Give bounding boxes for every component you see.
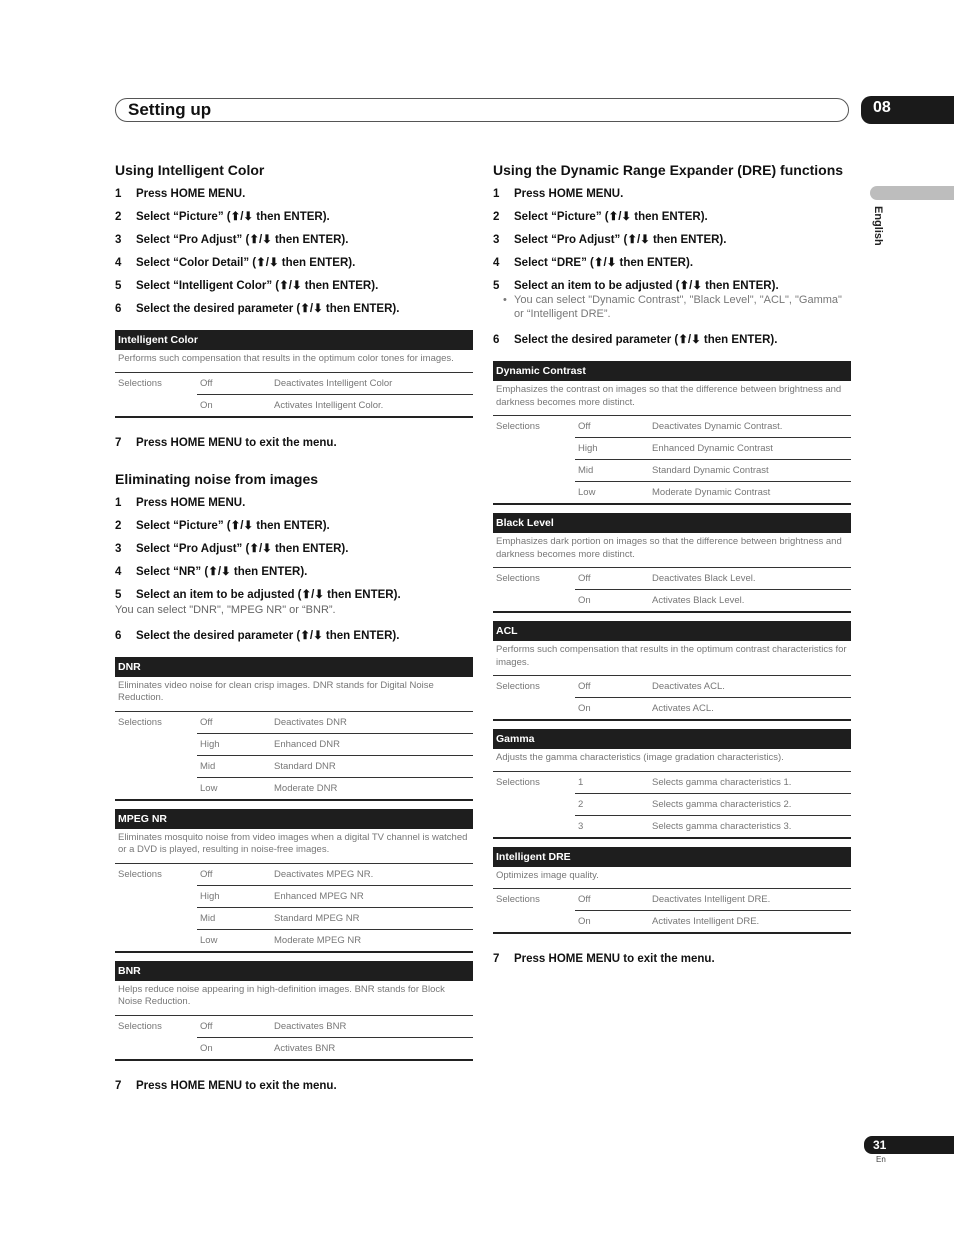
option-description: Standard Dynamic Contrast (649, 460, 851, 482)
option-description: Standard DNR (271, 755, 473, 777)
table-header-row (493, 729, 851, 749)
step-text: Select “Color Detail” (⬆/⬇ then ENTER). (136, 257, 356, 269)
noise-tables (115, 657, 473, 1061)
step-text: Select “NR” (⬆/⬇ then ENTER). (136, 565, 308, 578)
step-text: Select the desired parameter (⬆/⬇ then ENTER). (136, 303, 400, 315)
option-value: Off (197, 372, 271, 394)
table-row (115, 907, 473, 929)
table-header-row (493, 513, 851, 533)
step-text: Select “Pro Adjust” (⬆/⬇ then ENTER). (514, 234, 727, 246)
table-description-row (493, 533, 851, 568)
table-header-row (115, 657, 473, 677)
option-description: Enhanced MPEG NR (271, 885, 473, 907)
option-description: Moderate DNR (271, 777, 473, 800)
option-description: Deactivates Intelligent Color (271, 372, 473, 394)
table-row (493, 568, 851, 590)
option-value: Off (575, 676, 649, 698)
option-value: Mid (197, 755, 271, 777)
step-number: 5 (115, 280, 122, 292)
table-title: DNR (115, 657, 473, 677)
parameter-table (115, 961, 473, 1061)
step-number: 3 (493, 234, 500, 246)
table-row (115, 372, 473, 394)
option-description: Deactivates Black Level. (649, 568, 851, 590)
table-description: Emphasizes dark portion on images so that the difference between brightness and darkness becomes more distinct. (493, 533, 851, 568)
table-row (493, 889, 851, 911)
selections-label (115, 929, 197, 952)
table-header-row (493, 621, 851, 641)
option-description: Selects gamma characteristics 2. (649, 793, 851, 815)
step-number: 5 (115, 588, 122, 601)
step-number: 4 (493, 257, 500, 269)
selections-label: Selections (496, 681, 540, 693)
table-row (115, 885, 473, 907)
intelligent-color-table (115, 330, 473, 418)
step-number: 2 (493, 211, 500, 223)
step-item (115, 229, 473, 252)
parameter-table (493, 621, 851, 721)
step-item (115, 561, 473, 584)
note-text: • You can select "Dynamic Contrast", "Black Level", "ACL", "Gamma" or “Intelligent DRE”. (503, 294, 842, 320)
table-row (493, 416, 851, 438)
option-description: Deactivates DNR (271, 711, 473, 733)
table-description-row (493, 867, 851, 889)
page-language-code: En (876, 1155, 886, 1164)
table-description-row (493, 381, 851, 416)
table-title: MPEG NR (115, 809, 473, 829)
step-item: 7 Press HOME MENU to exit the menu. (493, 953, 715, 965)
option-description: Activates Intelligent DRE. (649, 911, 851, 934)
step-item (115, 584, 473, 607)
option-description: Selects gamma characteristics 1. (649, 771, 851, 793)
step-number: 4 (115, 257, 122, 269)
table-row (493, 911, 851, 934)
option-value: On (575, 590, 649, 613)
step-number: 6 (115, 303, 122, 315)
option-description: Deactivates BNR (271, 1015, 473, 1037)
step-text: Select “Picture” (⬆/⬇ then ENTER). (136, 519, 330, 532)
option-description: Deactivates ACL. (649, 676, 851, 698)
step-number: 3 (115, 542, 122, 555)
table-row (493, 698, 851, 721)
selections-label: Selections (118, 868, 162, 880)
table-description-row (115, 677, 473, 712)
option-value: Mid (575, 460, 649, 482)
option-description: Selects gamma characteristics 3. (649, 815, 851, 838)
section-title: Setting up (128, 100, 212, 119)
table-description-row (115, 350, 473, 372)
step-item (493, 252, 851, 275)
table-title: Dynamic Contrast (493, 361, 851, 381)
right-column (493, 160, 851, 971)
table-row (115, 1015, 473, 1037)
step-item: 6 Select the desired parameter (⬆/⬇ then ENTER). (115, 629, 400, 642)
selections-label (115, 777, 197, 800)
selections-label (493, 911, 575, 934)
selections-label: Selections (118, 716, 162, 728)
option-value: 2 (575, 793, 649, 815)
section-header (115, 98, 849, 122)
table-row (115, 1037, 473, 1060)
option-value: Low (575, 482, 649, 505)
option-value: On (197, 1037, 271, 1060)
selections-label (493, 590, 575, 613)
step-number: 1 (493, 188, 500, 200)
table-title: BNR (115, 961, 473, 981)
table-row (115, 863, 473, 885)
option-description: Deactivates Intelligent DRE. (649, 889, 851, 911)
table-description-row (493, 641, 851, 676)
option-description: Deactivates Dynamic Contrast. (649, 416, 851, 438)
step-item (115, 492, 473, 515)
option-value: Off (197, 1015, 271, 1037)
table-header-row (493, 847, 851, 867)
parameter-table (115, 330, 473, 418)
option-description: Activates BNR (271, 1037, 473, 1060)
table-description: Eliminates video noise for clean crisp images. DNR stands for Digital Noise Reduction. (115, 677, 473, 712)
selections-label (115, 394, 197, 417)
step-text: Press HOME MENU. (136, 188, 246, 200)
table-row (493, 460, 851, 482)
steps-list (115, 492, 473, 607)
table-description: Performs such compensation that results in the optimum color tones for images. (115, 350, 473, 372)
option-value: On (575, 911, 649, 934)
parameter-table (493, 847, 851, 935)
selections-label (115, 1037, 197, 1060)
selections-label (115, 755, 197, 777)
table-row (115, 394, 473, 417)
option-value: Off (575, 889, 649, 911)
step-number: 3 (115, 234, 122, 246)
step-text: Select “Picture” (⬆/⬇ then ENTER). (514, 211, 708, 223)
table-header-row (115, 809, 473, 829)
parameter-table (493, 513, 851, 613)
table-description: Eliminates mosquito noise from video images when a digital TV channel is watched or a DVD is played, resulting in noise-free images. (115, 829, 473, 864)
section-heading: Eliminating noise from images (115, 470, 319, 487)
step-item (115, 252, 473, 275)
step-item (115, 206, 473, 229)
option-description: Deactivates MPEG NR. (271, 863, 473, 885)
language-tab (870, 186, 954, 200)
selections-label: Selections (496, 573, 540, 585)
step-number: 2 (115, 211, 122, 223)
table-header-row (493, 361, 851, 381)
option-value: Off (197, 863, 271, 885)
step-text: Select “DRE” (⬆/⬇ then ENTER). (514, 257, 694, 269)
option-description: Enhanced DNR (271, 733, 473, 755)
option-value: Off (575, 416, 649, 438)
table-description-row (115, 981, 473, 1016)
left-column (115, 160, 473, 1098)
option-description: Standard MPEG NR (271, 907, 473, 929)
table-header-row (115, 330, 473, 350)
table-description: Helps reduce noise appearing in high-definition images. BNR stands for Block Noise Reduction. (115, 981, 473, 1016)
note-text: You can select "DNR", "MPEG NR" or “BNR”. (115, 603, 336, 616)
parameter-table (493, 729, 851, 839)
section-heading: Using Intelligent Color (115, 162, 265, 178)
option-value: Low (197, 929, 271, 952)
option-description: Activates Intelligent Color. (271, 394, 473, 417)
option-value: High (197, 885, 271, 907)
step-text: Select “Pro Adjust” (⬆/⬇ then ENTER). (136, 542, 349, 555)
parameter-table (493, 361, 851, 505)
step-text: Select an item to be adjusted (⬆/⬇ then ENTER). (514, 280, 779, 292)
table-description-row (493, 749, 851, 771)
selections-label (493, 698, 575, 721)
selections-label (493, 482, 575, 505)
selections-label: Selections (118, 377, 162, 389)
step-item (493, 183, 851, 206)
option-value: On (197, 394, 271, 417)
table-title: ACL (493, 621, 851, 641)
option-value: High (197, 733, 271, 755)
table-description: Emphasizes the contrast on images so that the difference between brightness and darkness becomes more distinct. (493, 381, 851, 416)
table-header-row (115, 961, 473, 981)
step-item (115, 183, 473, 206)
selections-label (115, 733, 197, 755)
table-row (115, 733, 473, 755)
option-value: High (575, 438, 649, 460)
option-value: Mid (197, 907, 271, 929)
table-row (493, 815, 851, 838)
selections-label: Selections (496, 894, 540, 906)
step-item (115, 298, 473, 321)
table-row (493, 482, 851, 505)
parameter-table (115, 809, 473, 953)
selections-label (115, 907, 197, 929)
step-item (493, 206, 851, 229)
option-value: On (575, 698, 649, 721)
parameter-table (115, 657, 473, 801)
selections-label (493, 815, 575, 838)
selections-label (493, 793, 575, 815)
dre-tables (493, 361, 851, 934)
steps-list (115, 183, 473, 321)
selections-label (493, 460, 575, 482)
option-description: Enhanced Dynamic Contrast (649, 438, 851, 460)
option-value: Off (575, 568, 649, 590)
step-text: Select an item to be adjusted (⬆/⬇ then ENTER). (136, 588, 401, 601)
table-description: Adjusts the gamma characteristics (image gradation characteristics). (493, 749, 851, 771)
table-row (115, 711, 473, 733)
option-value: 3 (575, 815, 649, 838)
table-row (493, 676, 851, 698)
selections-label (493, 438, 575, 460)
option-description: Moderate Dynamic Contrast (649, 482, 851, 505)
option-description: Activates ACL. (649, 698, 851, 721)
step-number: 1 (115, 496, 122, 509)
chapter-number-tab: 08 (861, 96, 954, 124)
step-item (115, 515, 473, 538)
table-row (115, 755, 473, 777)
table-row (493, 771, 851, 793)
option-value: Off (197, 711, 271, 733)
table-row (493, 590, 851, 613)
table-title: Intelligent Color (115, 330, 473, 350)
step-text: Press HOME MENU. (136, 496, 246, 509)
step-number: 4 (115, 565, 122, 578)
step-item (115, 538, 473, 561)
table-title: Gamma (493, 729, 851, 749)
page-number: 31 (864, 1136, 954, 1154)
step-item (115, 275, 473, 298)
step-text: Select “Pro Adjust” (⬆/⬇ then ENTER). (136, 234, 349, 246)
option-value: 1 (575, 771, 649, 793)
selections-label: Selections (496, 776, 540, 788)
step-item (493, 229, 851, 252)
selections-label: Selections (496, 421, 540, 433)
step-text: Press HOME MENU. (514, 188, 624, 200)
table-row (493, 438, 851, 460)
step-text: Select “Intelligent Color” (⬆/⬇ then ENTER). (136, 280, 379, 292)
option-value: Low (197, 777, 271, 800)
language-label: English (872, 206, 884, 246)
step-text: Select “Picture” (⬆/⬇ then ENTER). (136, 211, 330, 223)
option-description: Activates Black Level. (649, 590, 851, 613)
section-heading: Using the Dynamic Range Expander (DRE) functions (493, 162, 844, 178)
table-description: Optimizes image quality. (493, 867, 851, 889)
selections-label (115, 885, 197, 907)
step-number: 5 (493, 280, 500, 292)
step-item: 7 Press HOME MENU to exit the menu. (115, 1079, 337, 1092)
table-description: Performs such compensation that results in the optimum contrast characteristics for images. (493, 641, 851, 676)
option-description: Moderate MPEG NR (271, 929, 473, 952)
table-title: Black Level (493, 513, 851, 533)
table-title: Intelligent DRE (493, 847, 851, 867)
table-row (115, 929, 473, 952)
steps-list (493, 183, 851, 298)
selections-label: Selections (118, 1020, 162, 1032)
step-item: 6 Select the desired parameter (⬆/⬇ then ENTER). (493, 334, 778, 346)
step-number: 2 (115, 519, 122, 532)
step-number: 1 (115, 188, 122, 200)
table-description-row (115, 829, 473, 864)
table-row (115, 777, 473, 800)
table-row (493, 793, 851, 815)
step-item: 7 Press HOME MENU to exit the menu. (115, 436, 337, 449)
